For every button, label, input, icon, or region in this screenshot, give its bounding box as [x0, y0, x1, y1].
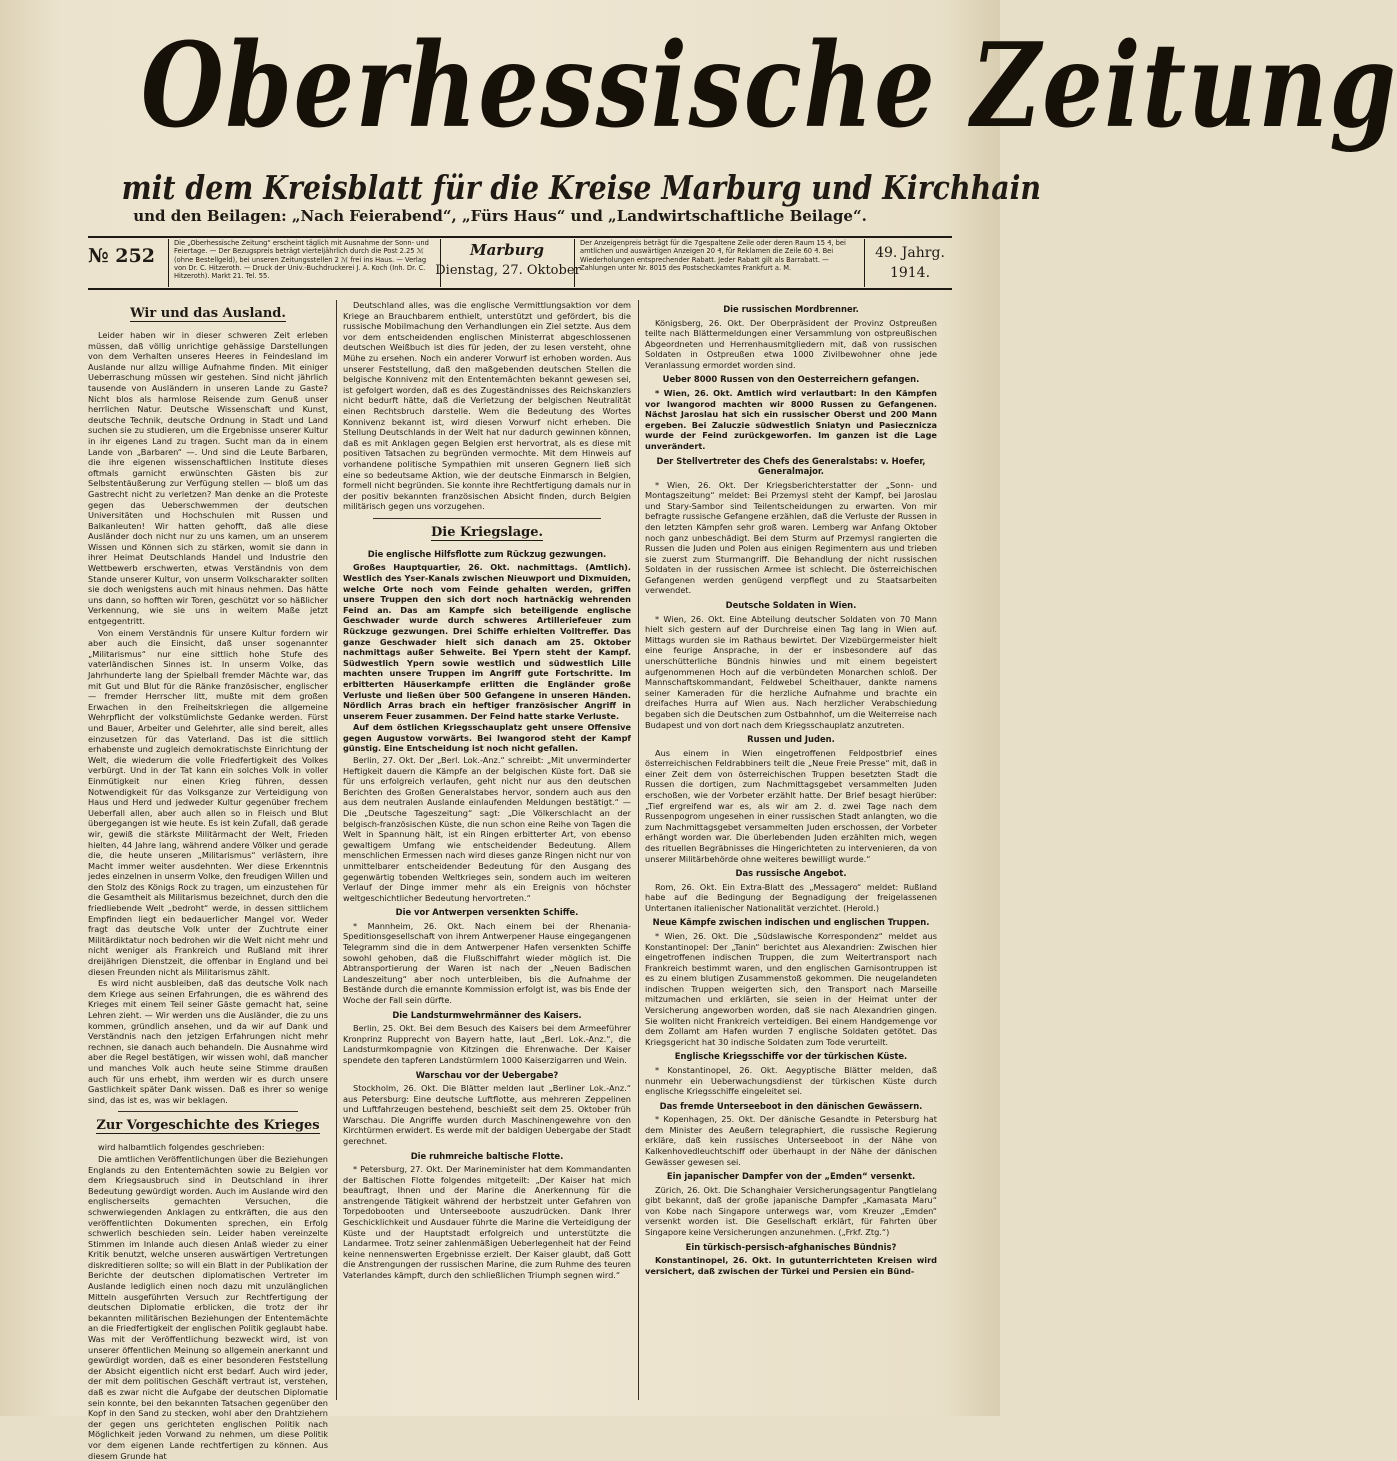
paragraph: * Konstantinopel, 26. Okt. Aegyptische Blätter melden, daß nunmehr ein Ueberwachungsdienst der türkischen Küste durch englische Kriegsschiffe eingeleitet sei. [645, 1064, 937, 1097]
jahrgang: 49. Jahrg. [875, 245, 945, 261]
paragraph: Von einem Verständnis für unsere Kultur fordern wir aber auch die Einsicht, daß unser sogenannter „Militarismus“ nur eine sittlich hohe Stufe des vaterländischen Sinnes ist. In unserm Volke, das Jahrhunderte lang der Spielball fremder Mächte war, das mit Gut und Blut für die Ränke französischer, englischer — fremder Herrscher litt, mußte mit dem großen Erwachen in den Freiheitskriegen die allgemeine Wehrpflicht der volkstümlichste Gedanke werden. Fürst und Bauer, Arbeiter und Gelehrter, alle sind bereit, alles einzusetzen für das Vaterland. Das ist die sittlich erhabenste und zugleich demokratischste Einrichtung der Welt, die wiederum die volle Friedfertigkeit des Volkes verbürgt. Und in der Tat kann ein solches Volk in voller Einmütigkeit nur einen Krieg führen, dessen Notwendigkeit für das Volksganze zur Verteidigung von Haus und Herd und jedweder Kultur gegenüber frechem Ueberfall allen, aber auch allen so in Fleisch und Blut übergegangen ist wie heute. Es ist kein Zufall, daß gerade wir, gewiß die stärkste Militärmacht der Welt, Frieden hielten, 44 Jahre lang, während andere Völker und gerade die, die heute unseren „Militarismus“ verlästern, ihre Macht immer weiter ausdehnten. Wer diese Erkenntnis jedes einzelnen in unserm Volke, den freudigen Willen und den Stolz des Königs Rock zu tragen, um einzustehen für die Gesamtheit als Militarismus bezeichnet, durch den die friedliebende Welt „bedroht“ werde, in dessen sittlichem Empfinden liegt ein bedauerlicher Mangel vor. Weder fragt das deutsche Volk unter der Zuchtrute einer Militärdiktatur noch bedrohen wir die Welt nicht mehr und nicht weniger als Frankreich und Rußland mit ihrer dreijährigen Dienstzeit, die offenbar in England und bei diesen Freunden nicht als Militarismus zählt. [88, 627, 328, 977]
subheading: Die englische Hilfsflotte zum Rückzug gezwungen. [367, 548, 607, 559]
article-heading: Zur Vorgeschichte des Krieges [96, 1118, 320, 1134]
header-divider [574, 239, 575, 287]
subheading: Das fremde Unterseeboot in den dänischen Gewässern. [659, 1100, 923, 1111]
header-bottom-rule [88, 288, 952, 290]
subheading: Deutsche Soldaten in Wien. [725, 600, 857, 611]
paragraph: Stockholm, 26. Okt. Die Blätter melden laut „Berliner Lok.-Anz.“ aus Petersburg: Eine deutsche Luftflotte, aus mehreren Zeppelinen und Luftfahrzeugen bestehend, beschießt seit dem 25. Oktober früh Warschau. Die Angriffe wurden durch Maschinengewehre von den Kirchtürmen erwidert. Es werde mit der baldigen Uebergabe der Stadt gerechnet. [343, 1083, 631, 1146]
paragraph: Rom, 26. Okt. Ein Extra-Blatt des „Messagero“ meldet: Rußland habe auf die Bedingung der Begnadigung der freigelassenen Untertanen italienischer Nationalität verzichtet. (Herold.) [645, 881, 937, 913]
paragraph: * Kopenhagen, 25. Okt. Der dänische Gesandte in Petersburg hat dem Minister des Aeußern telegraphiert, die russische Regierung erkläre, daß kein russisches Unterseeboot in der Nähe von Kalkenhovedleuchtschiff oder überhaupt in der Nähe der dänischen Gewässer gewesen sei. [645, 1114, 937, 1167]
paragraph: Auf dem östlichen Kriegsschauplatz geht unsere Offensive gegen Augustow vorwärts. Bei Iwangorod steht der Kampf günstig. Eine Entscheidung ist noch nicht gefallen. [343, 722, 631, 754]
article-divider [118, 1111, 298, 1112]
header-divider [864, 239, 865, 287]
article-heading: Wir und das Ausland. [130, 306, 286, 321]
subheading: Der Stellvertreter des Chefs des Generalstabs: v. Hoefer, Generalmajor. [656, 455, 926, 477]
header-top-rule [88, 236, 952, 238]
paragraph: Berlin, 25. Okt. Bei dem Besuch des Kaisers bei dem Armeeführer Kronprinz Rupprecht von Bayern hatte, laut „Berl. Lok.-Anz.“, die Landsturmkompagnie von Kitzingen die Ehrenwache. Der Kaiser spendete den tapferen Landstürmlern 1000 Kaiserzigarren und Wein. [343, 1023, 631, 1065]
city-name: Marburg [469, 241, 544, 259]
subheading: Ein japanischer Dampfer von der „Emden“ versenkt. [666, 1171, 916, 1182]
paragraph: Leider haben wir in dieser schweren Zeit erleben müssen, daß völlig unrichtige gehässige Darstellungen von dem Verhalten unseres Heeres in Feindesland im Auslande nur allzu willige Aufnahme finden. Mit einiger Ueberraschung müssen wir gestehen. Sind nicht jährlich tausende von Ausländern in unseren Lande zu Gaste? Nicht blos als harmlose Reisende zum Genuß unser herrlichen Natur. Deutsche Wissenschaft und Kunst, deutsche Technik, deutsche Ordnung in Stadt und Land suchen sie zu studieren, um die Ergebnisse unserer Kultur in ihr eigenes Land zu tragen. Sucht man da in einem Lande von „Barbaren“ —. Und sind die Leute Barbaren, die ihre eigenen wissenschaftlichen Institute dieses oftmals garnicht erwünschten Gästen bis zur Selbstentäußerung zur Verfügung stellen — bloß um das Gastrecht nicht zu verletzen? Man denke an die Proteste gegen das Ueberschwemmen der deutschen Universitäten und Hochschulen mit Russen und Balkanleuten! Wir hatten gehofft, daß alle diese Ausländer doch nicht nur zu uns kamen, um an unserem Wissen und Können sich zu stärken, womit sie dann in ihrer Heimat Deutschlands Handel und Industrie den Wettbewerb erschwerten, etwas Verständnis von dem Stande unserer Kultur, von unserm Volkscharakter sollten sie doch wenigstens auch mit hinaus nehmen. Das hätte uns dann, so hofften wir Toren, geschützt vor so häßlicher Verkennung, wie sie uns in weitem Maße jetzt entgegentritt. [88, 330, 328, 627]
paragraph: * Mannheim, 26. Okt. Nach einem bei der Rhenania-Speditionsgesellschaft von ihrem Antwerpener Hause eingegangenen Telegramm sind die in dem Antwerpener Hafen versenkten Schiffe sowohl gehoben, daß die Flußschiffahrt wieder möglich ist. Die Abtransportierung der Waren ist nach der „Neuen Badischen Landeszeitung“ aber noch unterbleiben, bis die Aufnahme der Bestände durch die ernannte Kommission erfolgt ist, was bis Ende der Woche der Fall sein dürfte. [343, 920, 631, 1006]
paragraph: * Wien, 26. Okt. Amtlich wird verlautbart: In den Kämpfen vor Iwangorod machten wir 8000 Russen zu Gefangenen. Nächst Jaroslau hat sich ein russischer Oberst und 200 Mann ergeben. Bei Zaluczie südwestlich Sniatyn und Pasiecznicza wurde der Feind zurückgeworfen. Im ganzen ist die Lage unverändert. [645, 387, 937, 451]
subheading: Ein türkisch-persisch-afghanisches Bündnis? [685, 1241, 897, 1252]
subheading: Englische Kriegsschiffe vor der türkischen Küste. [674, 1051, 908, 1062]
paragraph: Großes Hauptquartier, 26. Okt. nachmittags. (Amtlich). Westlich des Yser-Kanals zwischen Nieuwport und Dixmuiden, welche Orte noch vom Feinde gehalten werden, griffen unsere Truppen den sich dort noch hartnäckig wehrenden Feind an. Das am Kampfe sich beteiligende englische Geschwader wurde durch schweres Artilleriefeuer zum Rückzuge gezwungen. Drei Schiffe erhielten Volltreffer. Das ganze Geschwader hielt sich danach am 25. Oktober nachmittags außer Sehweite. Bei Ypern steht der Kampf. Südwestlich Ypern sowie westlich und südwestlich Lille machten unsere Truppen im Angriff gute Fortschritte. Im erbitterten Häuserkampfe erlitten die Engländer große Verluste und ließen über 500 Gefangene in unseren Händen. Nördlich Arras brach ein heftiger französischer Angriff in unserem Feuer zusammen. Der Feind hatte starke Verluste. [343, 562, 631, 721]
paragraph: Deutschland alles, was die englische Vermittlungsaktion vor dem Kriege an Brauchbarem enthielt, unterstützt und gefördert, bis die russische Mobilmachung den Verhandlungen ein Ziel setzte. Aus dem vor dem entscheidenden englischen Ministerrat abgeschlossenen deutschen Weißbuch ist dies für jeden, der zu lesen versteht, ohne Mühe zu ersehen. Noch ein anderer Vorwurf ist erhoben worden. Aus unserer Feststellung, daß den maßgebenden deutschen Stellen die belgische Konnivenz mit den Ententemächten bekannt gewesen sei, ist gefolgert worden, daß es des Zugeständnisses des Reichskanzlers nicht bedurft hätte, daß die Verletzung der belgischen Neutralität einen Rechtsbruch darstelle. Wem die Bedeutung des Wortes Konnivenz bekannt ist, wird diesen Vorwurf nicht erheben. Die Stellung Deutschlands in der Welt hat nur dadurch gewinnen können, daß es mit Anklagen gegen Belgien erst hervortrat, als es diese mit positiven Tatsachen zu begründen vermochte. Mit dem Hinweis auf vorhandene politische Sympathien mit unseren Gegnern ließ sich eine so bedeutsame Aktion, wie der deutsche Einmarsch in Belgien, formell nicht begründen. Sie konnte ihre Rechtfertigung damals nur in der positiv bekannten französischen Absicht finden, durch Belgien militärisch gegen uns vorzugehen. [343, 300, 631, 512]
volume-year [868, 243, 952, 283]
article-divider [373, 518, 601, 519]
year: 1914. [889, 265, 931, 281]
subheading: Die russischen Mordbrenner. [723, 304, 859, 314]
header-divider [168, 239, 169, 287]
paragraph: * Wien, 26. Okt. Der Kriegsberichterstatter der „Sonn- und Montagszeitung“ meldet: Bei Przemysl steht der Kampf, bei Jaroslau und Stary-Sambor sind Teilentscheidungen zu erwarten. Von mir befragte russische Gefangene erzählen, daß die Verluste der Russen in den letzten Kämpfen sehr groß waren. Lemberg war Anfang Oktober noch ganz unbeschädigt. Bei dem Sturm auf Przemysl rangierten die Russen die Juden und Polen aus einigen Regimentern aus und trieben sie zuerst zum Sturmangriff. Die Behandlung der nicht russischen Soldaten in der russischen Armee ist schlecht. Die österreichischen Gefangenen werden genügend verpflegt und zu Staatsarbeiten verwendet. [645, 479, 937, 596]
subheading: Russen und Juden. [747, 734, 835, 745]
paragraph: Aus einem in Wien eingetroffenen Feldpostbrief eines österreichischen Feldrabbiners teilt die „Neue Freie Presse“ mit, daß in einer Zeit dem von österreichischen Truppen besetzten Stadt die Russen die dortigen, zum Nachmittagsgebet versammelten Juden erschoßen, wie der Vorbeter erzählt hatte. Der Brief besagt hierüber: „Tief ergreifend war es, als wir am 2. d. zwei Tage nach dem Russenpogrom ungesehen in einer russischen Stadt anlangten, wo die zum Nachmittagsgebet versammelten Juden erschossen, der Vorbeter erhängt worden war. Die überlebenden Juden erzählten mich, wegen des rituellen Begräbnisses die Hingerichteten zu intervenieren, da von unserer Militärbehörde ohne weiteres bewilligt wurde.“ [645, 747, 937, 864]
column-separator [336, 300, 337, 1400]
issue-date: Dienstag, 27. Oktober [435, 263, 581, 278]
subheading: Ueber 8000 Russen von den Oesterreichern gefangen. [662, 374, 920, 385]
paragraph: Die amtlichen Veröffentlichungen über die Beziehungen Englands zu den Ententemächten sowie zu Belgien vor dem Kriegsausbruch sind in Deutschland in ihrer Bedeutung gewürdigt worden. Auch im Auslande wird den englischerseits gemachten Versuchen, die schwerwiegenden Anklagen zu entkräften, die aus den veröffentlichten Dokumenten sprechen, ein Erfolg schwerlich beschieden sein. Leider haben vereinzelte Stimmen im Inlande auch diesen Anlaß wieder zu einer Kritik benutzt, welche unseren auswärtigen Vertretungen diskreditieren sollte; so will ein Blatt in der Publikation der Berichte der deutschen diplomatischen Vertreter im Auslande lediglich einen noch dazu mit unzulänglichen Mitteln ausgeführten Versuch zur Rechtfertigung der deutschen Diplomatie erblicken, die trotz der ihr bekannten militärischen Beziehungen der Ententemächte an die Friedfertigkeit der englischen Politik geglaubt habe. Was mit der Veröffentlichung bezweckt wird, ist von unserer öffentlichen Meinung so allgemein anerkannt und gewürdigt worden, daß es einer besonderen Feststellung der Absicht eigentlich nicht erst bedarf. Auch wird jeder, der mit dem politischen Geschäft vertraut ist, verstehen, daß es zwar nicht die Aufgabe der deutschen Diplomatie sein konnte, bei den bekannten Tatsachen gegenüber den Kopf in den Sand zu stecken, wohl aber den Drahtziehern der gegen uns gerichteten englischen Politik nach Möglichkeit jeden Vorwand zu nehmen, um diese Politik vor dem eigenen Lande rechtfertigen zu können. Aus diesem Grunde hat [88, 1153, 328, 1461]
paragraph: * Wien, 26. Okt. Eine Abteilung deutscher Soldaten von 70 Mann hielt sich gestern auf der Durchreise einen Tag lang in Wien auf. Mittags wurden sie im Rathaus bewirtet. Der Vizebürgermeister hielt eine feurige Ansprache, in der er insbesondere auf das unerschütterliche Bündnis hinwies und mit einem begeistert aufgenommenen Hoch auf die verbündeten Monarchen schloß. Der Mannschaftskommandant, Feldwebel Scheithauer, dankte namens seiner Kameraden für die herzliche Aufnahme und brachte ein dreifaches Hurra auf Wien aus. Nach herzlicher Verabschiedung begaben sich die Deutschen zum Ostbahnhof, um die Weiterreise nach Budapest und von dort nach dem Kriegsschauplatz anzutreten. [645, 613, 937, 730]
subheading: Neue Kämpfe zwischen indischen und englischen Truppen. [652, 917, 930, 928]
subheading: Die ruhmreiche baltische Flotte. [410, 1150, 564, 1161]
advertising-info: Der Anzeigenpreis beträgt für die 7gespaltene Zeile oder deren Raum 15 ₰, bei amtlichen und auswärtigen Anzeigen 20 ₰, für Reklamen die Zeile 60 ₰. Bei Wiederholungen entsprechender Rabatt. Jeder Rabatt gilt als Barrabatt. — Zahlungen unter Nr. 8015 des Postscheckamtes Frankfurt a. M. [580, 239, 846, 272]
subheading: Das russische Angebot. [735, 868, 847, 879]
subheading: Die Landsturmwehrmänner des Kaisers. [392, 1009, 582, 1020]
column-2 [343, 300, 631, 1400]
paragraph: wird halbamtlich folgendes geschrieben: [98, 1142, 265, 1153]
masthead-beilagen: und den Beilagen: „Nach Feierabend“, „Fürs Haus“ und „Landwirtschaftliche Beilage“. [133, 207, 867, 225]
paragraph: * Wien, 26. Okt. Die „Südslawische Korrespondenz“ meldet aus Konstantinopel: Der „Tanin“ berichtet aus Alexandrien: Zwischen hier eingetroffenen indischen Truppen, die zum Weitertransport nach Frankreich bestimmt waren, und den englischen Garnisontruppen ist es zu einem blutigen Zusammenstoß gekommen. Die neugelandeten indischen Truppen weigerten sich, den Transport nach Marseille mitzumachen und erklärten, sie seien in der Heimat unter der Versicherung angeworben worden, daß sie nach Alexandrien gingen. Sie wollten nicht Frankreich verteidigen. Bei einem Handgemenge vor dem Zollamt am Hafen wurden 7 englische Soldaten getötet. Das Kriegsgericht hat 30 indische Soldaten zum Tode verurteilt. [645, 930, 937, 1047]
column-1 [88, 300, 328, 1461]
subheading: Die vor Antwerpen versenkten Schiffe. [395, 907, 579, 918]
article-heading: Die Kriegslage. [430, 524, 544, 540]
paragraph: Es wird nicht ausbleiben, daß das deutsche Volk nach dem Kriege aus seinen Erfahrungen, die es während des Krieges mit einem Teil seiner Gäste gemacht hat, seine Lehren zieht. — Wir werden uns die Ausländer, die zu uns kommen, gründlich ansehen, und da wir auf Dank und Verständnis nach den jetzigen Erfahrungen nicht mehr rechnen, sie danach auch behandeln. Die Ausnahme wird aber die Regel bestätigen, wir wissen wohl, daß mancher und manches Volk auch heute seine Stimme draußen auch für uns erhebt, ihm werden wir es durch unsere Gastlichkeit später Dank wissen. Daß es ihrer so wenige sind, das ist es, was wir beklagen. [88, 978, 328, 1105]
issue-number: № 252 [88, 245, 155, 267]
paragraph: Zürich, 26. Okt. Die Schanghaier Versicherungsagentur Pangtlelang gibt bekannt, daß der große japanische Dampfer „Kamasata Maru“ von Kobe nach Singapore unterwegs war, vom Kreuzer „Emden“ versenkt worden ist. Die Gesellschaft erklärt, für Fahrten über Singapore keine Versicherungen anzunehmen. („Frkf. Ztg.“) [645, 1184, 937, 1238]
masthead-title: Oberhessische Zeitung [141, 18, 1397, 154]
paragraph: Königsberg, 26. Okt. Der Oberpräsident der Provinz Ostpreußen teilte nach Blättermeldungen einer Versammlung von ostpreußischen Abgeordneten und Herrenhausmitgliedern mit, daß von russischen Soldaten in Ostpreußen etwa 1000 Zivilbewohner ohne jede Veranlassung ermordet worden sind. [645, 317, 937, 370]
subheading: Warschau vor der Uebergabe? [415, 1069, 559, 1080]
paragraph: Konstantinopel, 26. Okt. In gutunterrichteten Kreisen wird versichert, daß zwischen der Türkei und Persien ein Bünd- [645, 1255, 937, 1276]
paragraph: * Petersburg, 27. Okt. Der Marineminister hat dem Kommandanten der Baltischen Flotte folgendes mitgeteilt: „Der Kaiser hat mich beauftragt, Ihnen und der Marine die Anerkennung für die anstrengende Tätigkeit während der herbstzeit unter Gefahren von Torpedobooten und Unterseeboote auszudrücken. Dank Ihrer Geschicklichkeit und Ausdauer führte die Marine die Verteidigung der Küste und der Hauptstadt erfolgreich und unterstützte die Landarmee. Trotz seiner zahlenmäßigen Ueberlegenheit hat der Feind keine nennenswerten Ergebnisse erzielt. Der Kaiser glaubt, daß Gott die Anstrengungen der russischen Marine, die zum Ruhme des teuren Vaterlandes kämpft, durch den schließlichen Triumph segnen wird.“ [343, 1164, 631, 1280]
subscription-info: Die „Oberhessische Zeitung“ erscheint täglich mit Ausnahme der Sonn- und Feiertage. — Der Bezugspreis beträgt vierteljährlich durch die Post 2.25 ℳ (ohne Bestellgeld), bei unseren Zeitungsstellen 2 ℳ frei ins Haus. — Verlag von Dr. C. Hitzeroth. — Druck der Univ.-Buchdruckerei J. A. Koch (Inh. Dr. C. Hitzeroth). Markt 21. Tel. 55. [174, 239, 429, 281]
column-3 [645, 300, 937, 1400]
column-separator [638, 300, 639, 1400]
masthead-subtitle: mit dem Kreisblatt für die Kreise Marburg und Kirchhain [121, 168, 1042, 207]
paragraph: Berlin, 27. Okt. Der „Berl. Lok.-Anz.“ schreibt: „Mit unverminderter Heftigkeit dauern die Kämpfe an der belgischen Küste fort. Daß sie für uns erfolgreich verlaufen, geht nicht nur aus den deutschen Berichten des Großen Generalstabes hervor, sondern auch aus den aus dem neutralen Auslande einlaufenden Meldungen bestätigt.“ — Die „Deutsche Tageszeitung“ sagt: „Die Völkerschlacht an der belgisch-französischen Küste, die nun schon eine Reihe von Tagen die Welt in Spannung hält, ist ein Ringen erbitterter Art, von ebenso gewaltigem Umfang wie entscheidender Bedeutung. Allem menschlichen Ermessen nach wird dieses ganze Ringen nicht nur von unmittelbarer entscheidender Bedeutung für den Ausgang des gegenwärtig tobenden Weltkrieges sein, sondern auch im weiteren Verlauf der Dinge immer mehr als ein Ereignis von höchster weltgeschichtlicher Bedeutung hervortreten.“ [343, 755, 631, 903]
issue-header [88, 239, 952, 287]
